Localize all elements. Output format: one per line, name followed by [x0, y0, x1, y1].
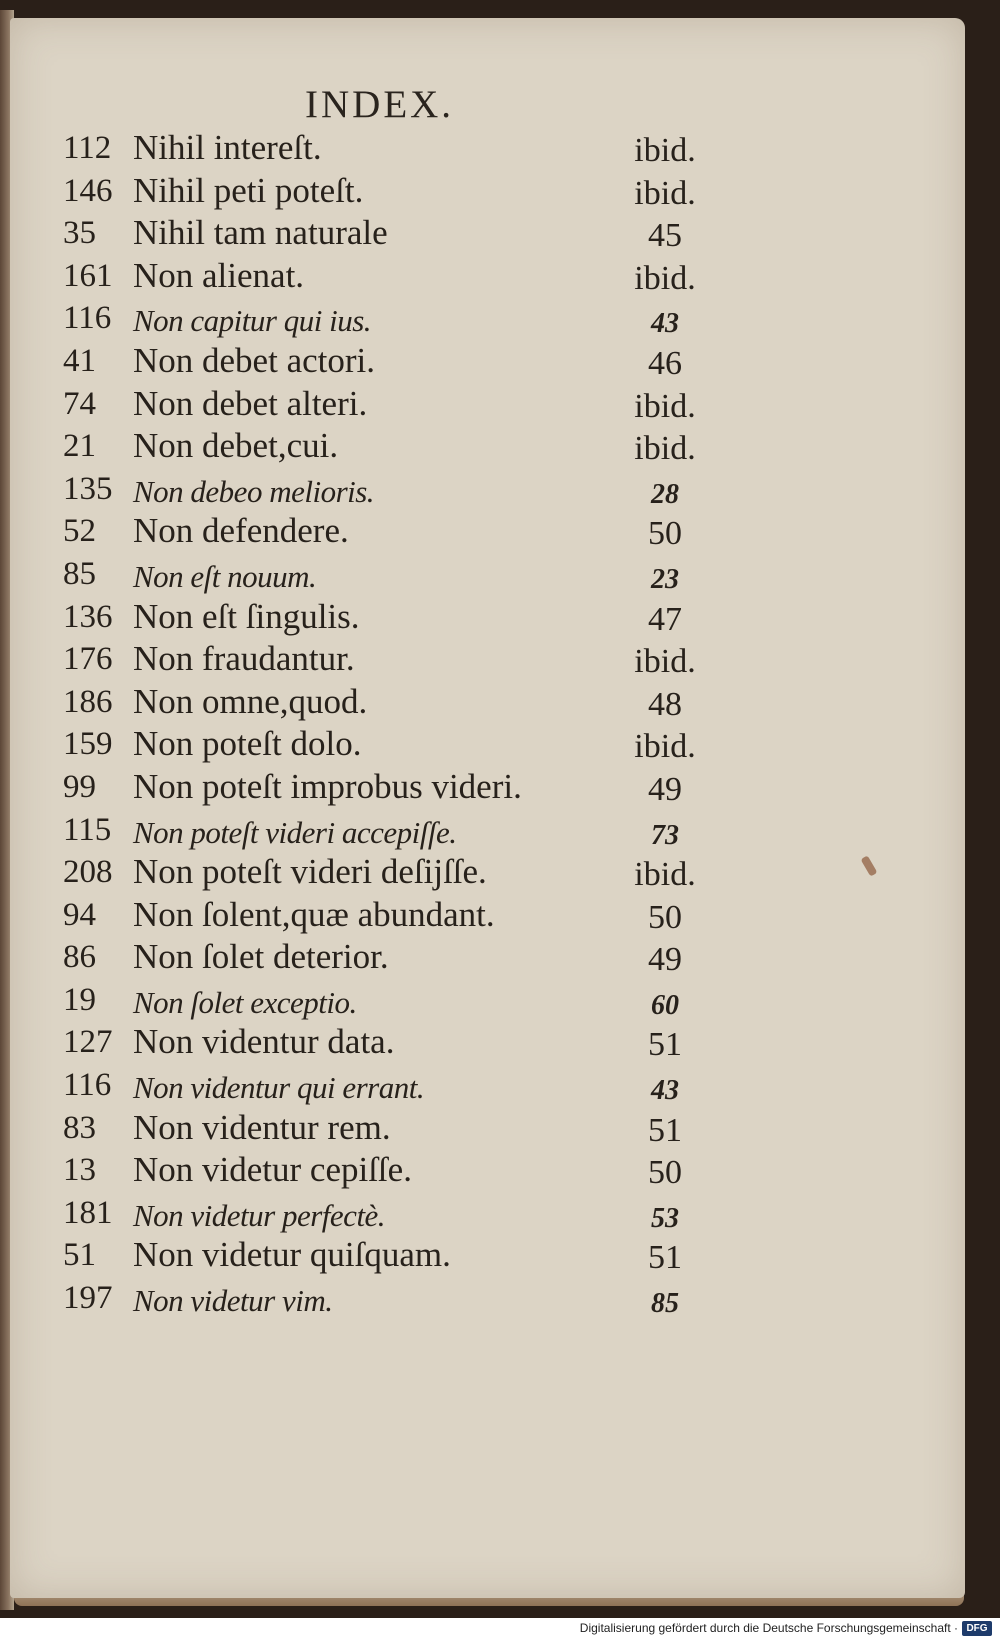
entry-text: Non alienat.	[133, 255, 305, 295]
entry-number: 94	[63, 896, 96, 933]
entry-text: Non defendere.	[133, 511, 349, 551]
entry-page: ibid.	[634, 643, 696, 681]
entry-page: ibid.	[634, 132, 696, 169]
entry-text: Non videtur quiſquam.	[133, 1235, 451, 1275]
entry-page: 43	[651, 308, 679, 340]
index-entry	[55, 1278, 715, 1321]
entry-text: Non debet alteri.	[133, 383, 368, 423]
index-entry	[55, 724, 715, 767]
entry-page: ibid.	[634, 430, 696, 468]
entry-number: 13	[63, 1152, 96, 1189]
entry-text: Nihil tam naturale	[133, 213, 388, 253]
dfg-logo: DFG	[962, 1621, 992, 1636]
entry-page: 73	[651, 819, 679, 851]
entry-text: Non eſt nouum.	[133, 558, 317, 594]
entry-number: 197	[63, 1280, 113, 1317]
index-entry	[55, 980, 715, 1023]
index-entry	[55, 384, 715, 427]
entry-page: 49	[648, 770, 682, 808]
entry-text: Non eſt ſingulis.	[133, 596, 360, 636]
entry-text: Non ſolet deterior.	[133, 937, 389, 977]
entry-number: 86	[63, 939, 96, 976]
index-list	[55, 128, 715, 1321]
entry-number: 146	[63, 172, 113, 209]
entry-text: Non videntur qui errant.	[133, 1070, 425, 1106]
entry-text: Non ſolet exceptio.	[133, 984, 357, 1020]
index-entry	[55, 1022, 715, 1065]
index-entry	[55, 256, 715, 299]
entry-number: 186	[63, 683, 113, 720]
entry-number: 135	[63, 470, 113, 507]
index-entry	[55, 1150, 715, 1193]
entry-page: 28	[651, 478, 679, 510]
entry-number: 116	[63, 300, 112, 337]
entry-number: 51	[63, 1237, 96, 1274]
entry-page: ibid.	[634, 259, 696, 297]
index-entry	[55, 426, 715, 469]
entry-page: 50	[648, 898, 682, 936]
entry-text: Non poteſt dolo.	[133, 724, 362, 764]
index-entry	[55, 767, 715, 810]
entry-text: Non poteſt videri deſijſſe.	[133, 852, 487, 892]
index-entry	[55, 895, 715, 938]
index-entry	[55, 1193, 715, 1236]
index-entry	[55, 1235, 715, 1278]
index-entry	[55, 341, 715, 384]
entry-text: Non videtur cepiſſe.	[133, 1150, 412, 1190]
entry-page: 48	[648, 685, 682, 723]
index-entry	[55, 213, 715, 256]
entry-number: 52	[63, 513, 96, 550]
entry-page: 51	[648, 1239, 682, 1277]
index-entry	[55, 810, 715, 853]
entry-number: 83	[63, 1109, 96, 1146]
running-head: INDEX.	[305, 83, 455, 126]
entry-page: 53	[651, 1202, 679, 1234]
entry-page: 23	[651, 563, 679, 595]
entry-text: Non debet actori.	[133, 340, 375, 380]
index-entry	[55, 1108, 715, 1151]
index-entry	[55, 554, 715, 597]
digitization-credit: Digitalisierung gefördert durch die Deutsche Forschungsgemeinschaft ·	[579, 1621, 958, 1635]
index-entry	[55, 597, 715, 640]
entry-page: 47	[648, 600, 682, 638]
entry-number: 159	[63, 726, 113, 763]
entry-page: ibid.	[634, 387, 696, 425]
entry-page: 60	[651, 989, 679, 1021]
entry-number: 116	[63, 1067, 112, 1104]
entry-text: Non debeo melioris.	[133, 473, 375, 509]
index-entry	[55, 298, 715, 341]
entry-text: Non videtur perfectè.	[133, 1197, 386, 1233]
entry-page: 49	[648, 941, 682, 979]
entry-number: 136	[63, 598, 113, 635]
entry-page: ibid.	[634, 174, 696, 212]
entry-text: Non omne,quod.	[133, 681, 368, 721]
entry-page: 46	[648, 344, 682, 382]
entry-number: 208	[63, 854, 113, 891]
entry-number: 99	[63, 768, 96, 805]
entry-text: Non poteſt improbus videri.	[133, 766, 522, 806]
paper-stain	[861, 855, 878, 876]
entry-text: Non capitur qui ius.	[133, 303, 372, 339]
entry-number: 161	[63, 257, 113, 294]
entry-page: 51	[648, 1026, 682, 1064]
index-entry	[55, 852, 715, 895]
index-entry	[55, 128, 715, 171]
entry-number: 112	[63, 130, 112, 166]
index-entry	[55, 1065, 715, 1108]
entry-text: Non videtur vim.	[133, 1283, 333, 1319]
entry-page: 45	[648, 217, 682, 255]
entry-page: 50	[648, 1154, 682, 1192]
entry-text: Nihil peti poteſt.	[133, 170, 364, 210]
entry-number: 41	[63, 342, 96, 379]
entry-page: ibid.	[634, 856, 696, 894]
entry-text: Non poteſt videri accepiſſe.	[133, 814, 457, 850]
index-entry	[55, 511, 715, 554]
entry-page: 51	[648, 1111, 682, 1149]
entry-number: 115	[63, 811, 112, 848]
index-entry	[55, 639, 715, 682]
entry-text: Non videntur rem.	[133, 1107, 391, 1147]
entry-number: 74	[63, 385, 96, 422]
entry-number: 19	[63, 981, 96, 1018]
entry-page: ibid.	[634, 728, 696, 766]
entry-text: Non fraudantur.	[133, 639, 355, 679]
entry-text: Nihil intereſt.	[133, 128, 322, 167]
entry-text: Non debet,cui.	[133, 426, 339, 466]
entry-number: 127	[63, 1024, 113, 1061]
index-entry	[55, 469, 715, 512]
entry-number: 21	[63, 428, 96, 465]
entry-number: 35	[63, 215, 96, 252]
entry-page: 43	[651, 1075, 679, 1107]
entry-number: 176	[63, 641, 113, 678]
entry-number: 181	[63, 1194, 113, 1231]
entry-number: 85	[63, 555, 96, 592]
entry-text: Non videntur data.	[133, 1022, 395, 1062]
index-entry	[55, 171, 715, 214]
index-entry	[55, 937, 715, 980]
entry-text: Non ſolent,quæ abundant.	[133, 894, 495, 934]
entry-page: 50	[648, 515, 682, 553]
index-entry	[55, 682, 715, 725]
entry-page: 85	[651, 1288, 679, 1320]
